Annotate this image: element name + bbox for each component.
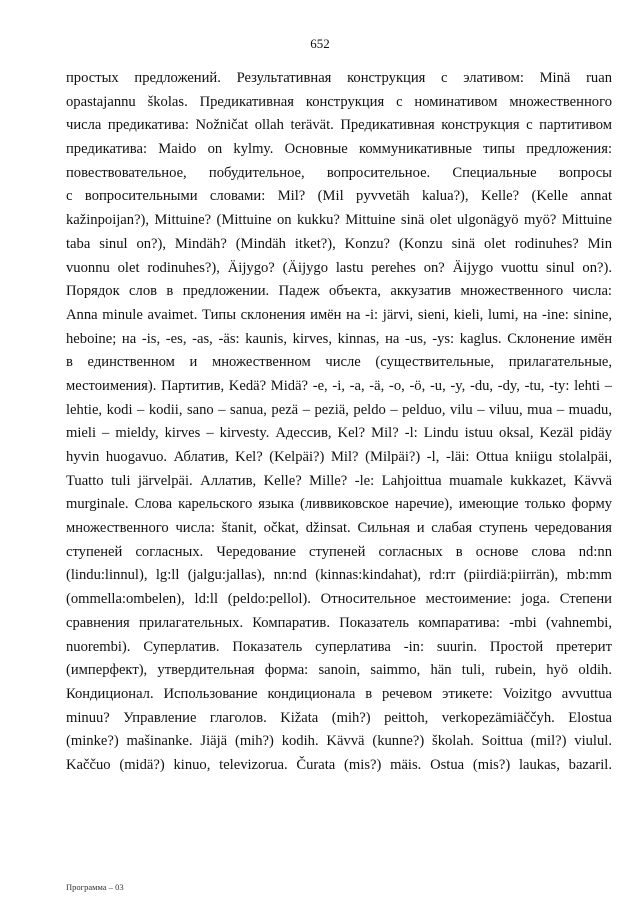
text-line: taba sinul on?), Mindäh? (Mindäh itket?), Konzu? (Konzu sinä olet rodinuhes? Min <box>66 235 612 252</box>
text-line: числа предикатива: Nožničat ollah terävät. Предикативная конструкция с партитивом <box>66 117 612 134</box>
text-line: murginale. Слова карельского языка (ливвиковское наречие), имеющие только форму <box>66 496 612 513</box>
text-line: предикатива: Maido on kylmy. Основные коммуникативные типы предложения: <box>66 141 612 158</box>
text-line: hyvin huogavuo. Аблатив, Kel? (Kelpäi?) Mil? (Milpäi?) -l, -läi: Ottua kniigu stolalpäi, <box>66 449 612 465</box>
text-line: Порядок слов в предложении. Падеж объекта, аккузатив множественного числа: <box>66 283 612 300</box>
page-number: 652 <box>310 36 330 51</box>
text-line: в единственном и множественном числе (существительные, прилагательные, <box>66 354 612 371</box>
text-line: Kaččuo (midä?) kinuo, televizorua. Čurata (mis?) mäis. Ostua (mis?) laukas, bazaril. <box>66 756 612 773</box>
text-line: nuorembi). Суперлатив. Показатель суперлатива -in: suurin. Простой претерит <box>66 638 612 655</box>
text-line: с вопросительными словами: Mil? (Mil pyvvetäh kalua?), Kelle? (Kelle annat <box>66 188 612 205</box>
text-line: vuonnu olet rodinuhes?), Äijygo? (Äijygo lastu perehes on? Äijygo vuottu sinul on?). <box>66 259 612 276</box>
text-line: Anna minule avaimet. Типы склонения имён на -i: järvi, sieni, kieli, lumi, на -ine: sinine, <box>66 306 612 323</box>
text-line: kažinpoijan?), Mittuine? (Mittuine on kukku? Mittuine sinä olet ulgonägyö myö? Mittuine <box>66 212 612 229</box>
text-line: простых предложений. Результативная конструкция с элативом: Minä ruan <box>66 70 612 86</box>
text-line: местоимения). Партитив, Kedä? Midä? -e, -i, -a, -ä, -o, -ö, -u, -y, -du, -dy, -tu, -ty: lehti – <box>66 377 612 394</box>
text-line: (имперфект), утвердительная форма: sanoin, saimmo, hän tuli, rubein, hyö oldih. <box>66 662 612 679</box>
text-line: opastajannu školas. Предикативная конструкция с номинативом множественного <box>66 93 612 110</box>
text-line: (lindu:linnul), lg:ll (jalgu:jallas), nn:nd (kinnas:kindahat), rd:rr (piirdiä:piirrän), mb:mm <box>66 567 612 584</box>
text-line: heboine; на -is, -es, -as, -äs: kaunis, kirves, kinnas, на -us, -ys: kaglus. Склонение имён <box>66 330 612 347</box>
text-line: множественного числа: štanit, očkat, džinsat. Сильная и слабая ступень чередования <box>66 520 612 537</box>
text-line: повествовательное, побудительное, вопросительное. Специальные вопросы <box>66 164 612 181</box>
text-line: (minke?) mašinanke. Jiäjä (mih?) kodih. Kävvä (kunne?) školah. Soittua (mil?) viulul. <box>66 733 612 750</box>
body-text <box>66 67 612 778</box>
footer-note: Программа – 03 <box>66 882 124 892</box>
text-line: (ommella:ombelen), ld:ll (peldo:pellol). Относительное местоимение: joga. Степени <box>66 591 612 608</box>
text-line: mieli – mieldy, kirves – kirvesty. Адессив, Kel? Mil? -l: Lindu istuu oksal, Kezäl pidäy <box>66 425 612 442</box>
text-line: Tuatto tuli järvelpäi. Аллатив, Kelle? Mille? -le: Lahjoittua muamale kukkazet, Kävvä <box>66 472 612 489</box>
text-line: ступеней согласных. Чередование ступеней согласных в основе слова nd:nn <box>66 543 612 560</box>
text-line: minuu? Управление глаголов. Kižata (mih?) peittoh, verkopezämiäččyh. Elostua <box>66 709 612 726</box>
text-line: Кондиционал. Использование кондиционала в речевом этикете: Voizitgo avvuttua <box>66 685 612 702</box>
text-line: сравнения прилагательных. Компаратив. Показатель компаратива: -mbi (vahnembi, <box>66 614 612 631</box>
text-line: lehtie, kodi – kodii, sano – sanua, pezä – peziä, peldo – pelduo, vilu – viluu, mua – muadu, <box>66 401 612 418</box>
